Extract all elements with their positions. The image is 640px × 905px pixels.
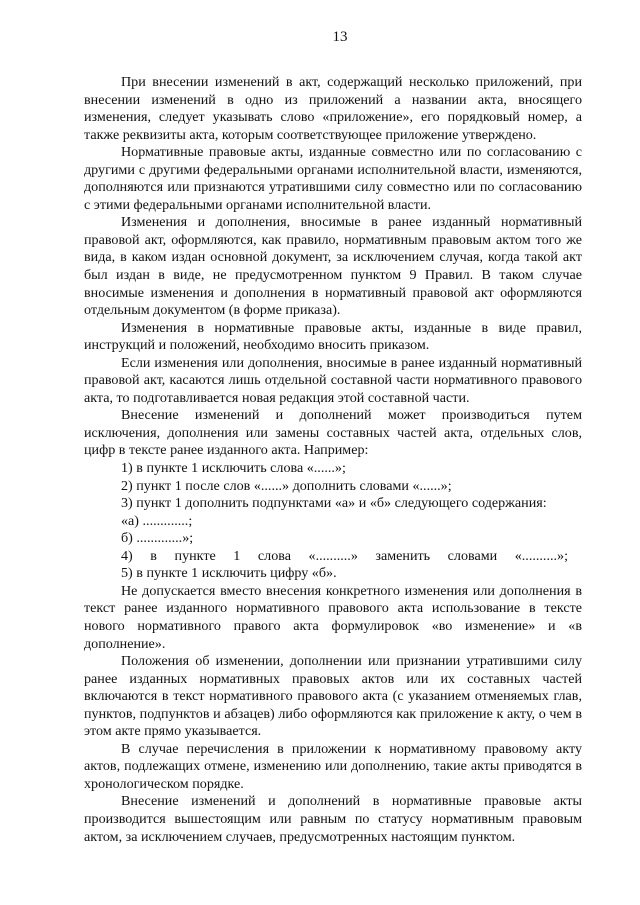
example-item-4: 4) в пункте 1 слова «..........» заменить словами «..........»; [121, 547, 568, 564]
paragraph-joint-acts: Нормативные правовые акты, изданные совместно или по согласованию с другими с другими федеральными органами исполнительной власти, изменяются, дополняются или признаются утратившими силу совместно или по согласованию с этими федеральными органами исполнительной власти. [84, 144, 582, 213]
example-item-2: 2) пункт 1 после слов «......» дополнить словами «......»; [121, 477, 452, 494]
paragraph-chronological-order: В случае перечисления в приложении к нормативному правовому акту актов, подлежащих отмене, изменению или дополнению, такие акты приводятся в хронологическом порядке. [84, 740, 582, 792]
example-item-1: 1) в пункте 1 исключить слова «......»; [121, 460, 346, 477]
document-body [84, 74, 582, 846]
paragraph-prohibited-wording: Не допускается вместо внесения конкретного изменения или дополнения в текст ранее изданного нормативного правового акта использование в тексте нового нормативного правого акта формулировок «во изменение» и «в дополнение». [84, 582, 582, 652]
paragraph-appendix-amendments: При внесении изменений в акт, содержащий несколько приложений, при внесении изменений в одно из приложений а названии акта, вносящего изменения, следует указывать слово «приложение», его порядковый номер, а также реквизиты акта, которым соответствующее приложение утверждено. [84, 74, 582, 143]
paragraph-authority: Внесение изменений и дополнений в нормативные правовые акты производится вышестоящим или равным по статусу нормативным правовым актом, за исключением случаев, предусмотренных настоящим пунктом. [84, 793, 582, 845]
paragraph-amendment-methods: Внесение изменений и дополнений может производиться путем исключения, дополнения или замены составных частей акта, отдельных слов, цифр в тексте ранее изданного акта. Например: [84, 407, 582, 459]
paragraph-repeal-provisions: Положения об изменении, дополнении или признании утратившими силу ранее изданных нормативных правовых актов или их составных частей включаются в текст нормативного правового акта (с указанием отменяемых глав, пунктов, подпунктов и абзацев) либо оформляются как приложение к акту, о чем в этом акте прямо указывается. [84, 653, 582, 740]
example-item-3a: «а) .............; [121, 512, 193, 529]
example-item-5: 5) в пункте 1 исключить цифру «б». [121, 565, 337, 582]
paragraph-new-edition: Если изменения или дополнения, вносимые в ранее изданный нормативный правовой акт, касаются лишь отдельной составной части нормативного правового акта, то подготавливается новая редакция этой составной части. [84, 354, 582, 406]
paragraph-rules-instructions: Изменения в нормативные правовые акты, изданные в виде правил, инструкций и положений, необходимо вносить приказом. [84, 319, 582, 354]
example-item-3: 3) пункт 1 дополнить подпунктами «а» и «б» следующего содержания: [121, 495, 547, 512]
example-item-3b: б) .............»; [121, 530, 194, 547]
paragraph-amendment-form: Изменения и дополнения, вносимые в ранее изданный нормативный правовой акт, оформляются, как правило, нормативным правовым актом того же вида, в каком издан основной документ, за исключением случая, когда такой акт был издан в виде, не предусмотренном пунктом 9 Правил. В таком случае вносимые изменения и дополнения в нормативный правовой акт оформляются отдельным документом (в форме приказа). [84, 214, 582, 319]
page-number: 13 [332, 29, 348, 45]
